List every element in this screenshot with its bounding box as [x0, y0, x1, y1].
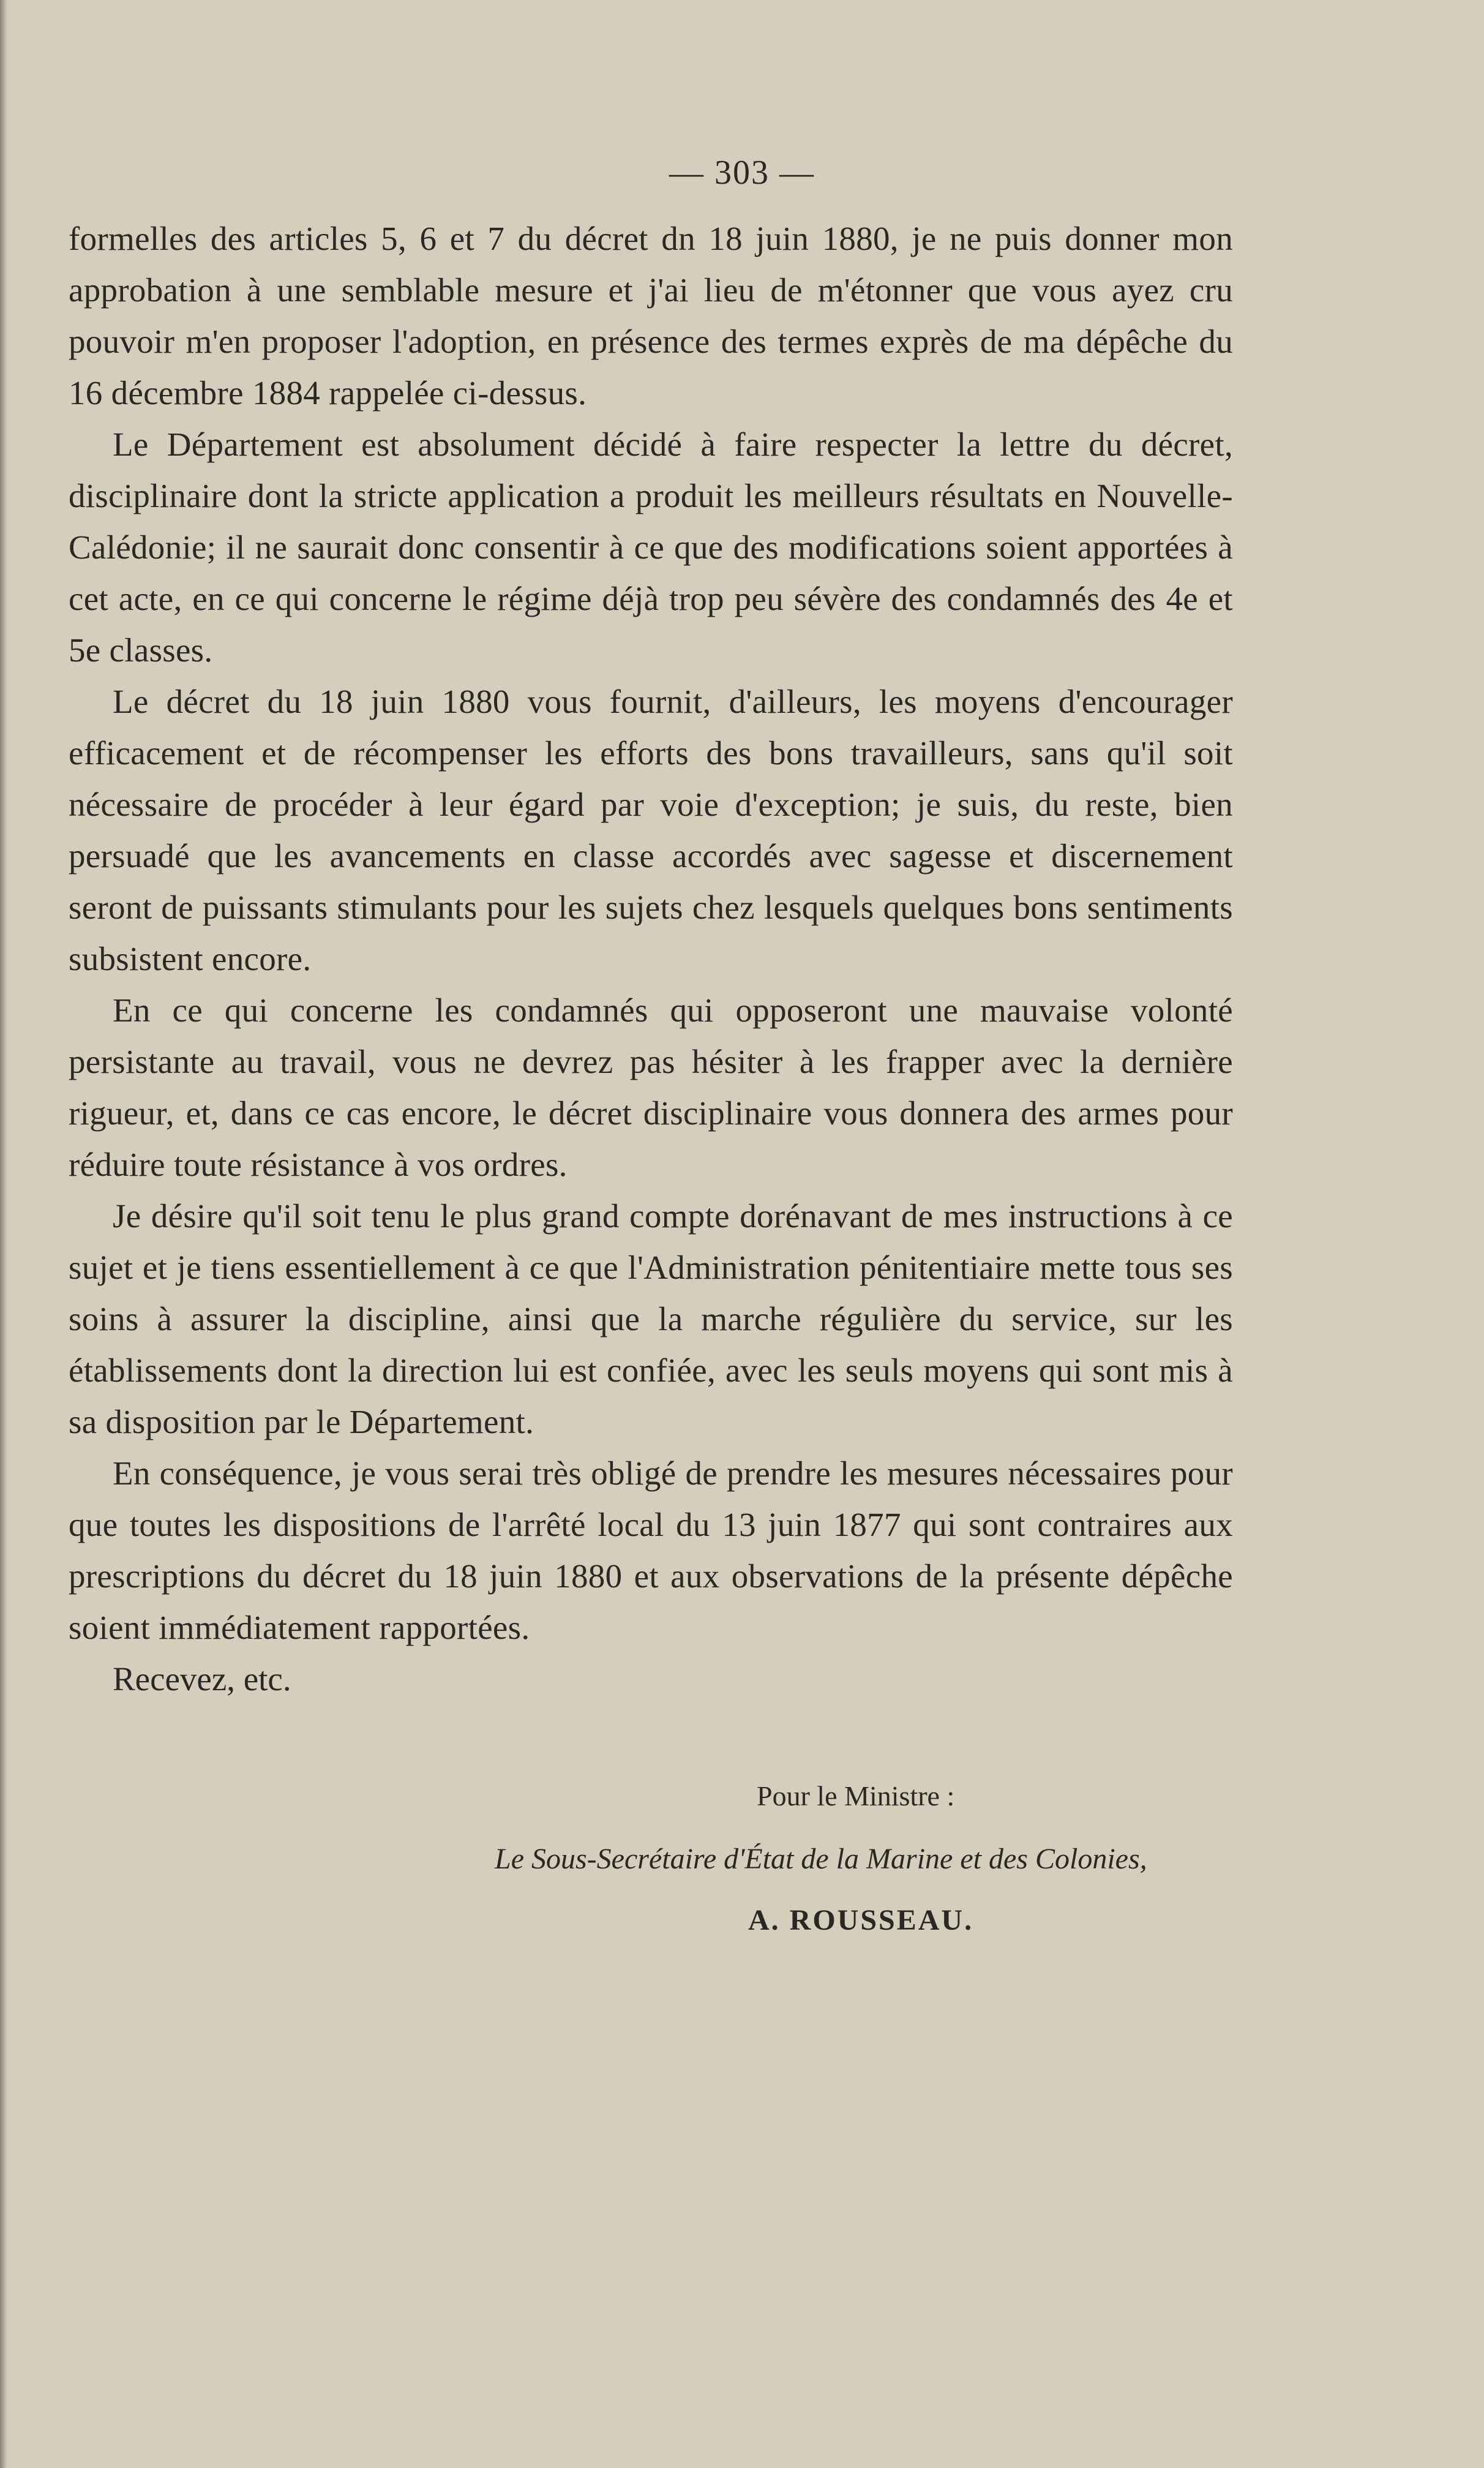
paragraph: En conséquence, je vous serai très obligé de prendre les mesures nécessaires pour que toutes les dispositions de l'arrêté local du 13 juin 1877 qui sont contraires aux prescriptions du décret du 18 juin 1880 et aux observations de la présente dépêche soient immédiatement rapportées. [69, 1454, 1233, 1646]
page-number: — 303 — [669, 154, 815, 192]
signature-for-minister: Pour le Ministre : [757, 1780, 955, 1811]
paragraph: Le décret du 18 juin 1880 vous fournit, d'ailleurs, les moyens d'encourager efficacement et de récompenser les efforts des bons travailleurs, sans qu'il soit nécessaire de procéder à leur égard par voie d'exception; je suis, du reste, bien persuadé que les avancements en classe accordés avec sagesse et discernement seront de puissants stimulants pour les sujets chez lesquels quelques bons sentiments subsistent encore. [69, 683, 1233, 977]
signatory-name: A. ROUSSEAU. [748, 1904, 974, 1936]
letter-body [69, 213, 1233, 1705]
paragraph: formelles des articles 5, 6 et 7 du décret dn 18 juin 1880, je ne puis donner mon approbation à une semblable mesure et j'ai lieu de m'étonner que vous ayez cru pouvoir m'en proposer l'adoption, en présence des termes exprès de ma dépêche du 16 décembre 1884 rappelée ci-dessus. [69, 220, 1233, 412]
closing-formula: Recevez, etc. [113, 1660, 291, 1698]
signatory-title: Le Sous-Secrétaire d'État de la Marine et des Colonies, [495, 1843, 1147, 1875]
paragraph: Le Département est absolument décidé à faire respecter la lettre du décret, disciplinaire dont la stricte application a produit les meilleurs résultats en Nouvelle-Calédonie; il ne saurait donc consentir à ce que des modifications soient apportées à cet acte, en ce qui concerne le régime déjà trop peu sévère des condamnés des 4e et 5e classes. [69, 426, 1233, 669]
paragraph: Je désire qu'il soit tenu le plus grand compte dorénavant de mes instructions à ce sujet et je tiens essentiellement à ce que l'Administration pénitentiaire mette tous ses soins à assurer la discipline, ainsi que la marche régulière du service, sur les établissements dont la direction lui est confiée, avec les seuls moyens qui sont mis à sa disposition par le Département. [69, 1197, 1233, 1440]
page-edge [0, 0, 7, 2468]
paragraph: En ce qui concerne les condamnés qui opposeront une mauvaise volonté persistante au travail, vous ne devrez pas hésiter à les frapper avec la dernière rigueur, et, dans ce cas encore, le décret disciplinaire vous donnera des armes pour réduire toute résistance à vos ordres. [69, 991, 1233, 1183]
